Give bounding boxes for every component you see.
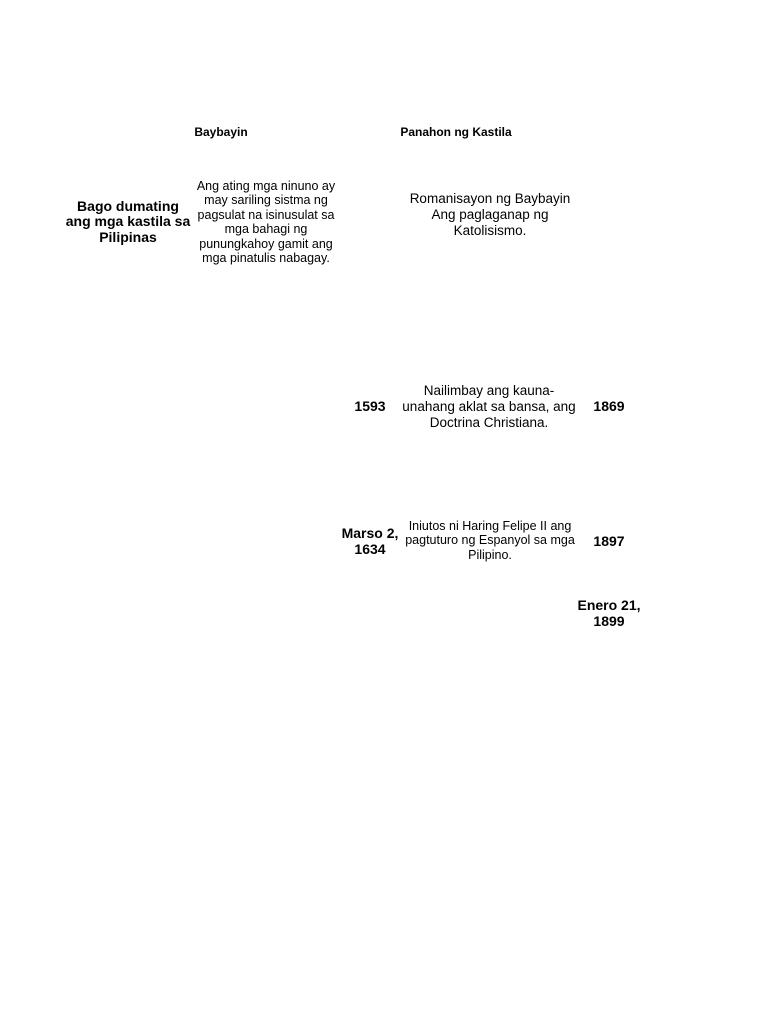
year-enero-21-1899: Enero 21, 1899 [577, 597, 641, 630]
header-baybayin: Baybayin [194, 125, 248, 139]
header-panahon-ng-kastila: Panahon ng Kastila [400, 125, 512, 139]
romanisasyon-text: Romanisayon ng Baybayin Ang paglaganap ng Katolisismo. [409, 191, 571, 238]
year-1869: 1869 [593, 398, 625, 414]
event-haring-felipe: Iniutos ni Haring Felipe II ang pagtuturo ng Espanyol sa mga Pilipino. [405, 519, 575, 562]
year-1897: 1897 [593, 533, 625, 549]
year-marso-2-1634: Marso 2, 1634 [341, 525, 399, 558]
era-label-bago-dumating: Bago dumating ang mga kastila sa Pilipinas [65, 198, 191, 245]
baybayin-description: Ang ating mga ninuno ay may sariling sistma ng pagsulat na isinusulat sa mga bahagi ng punungkahoy gamit ang mga pinatulis nabagay. [196, 179, 336, 265]
event-doctrina-christiana: Nailimbay ang kauna-unahang aklat sa bansa, ang Doctrina Christiana. [402, 383, 576, 430]
year-1593: 1593 [354, 398, 386, 414]
